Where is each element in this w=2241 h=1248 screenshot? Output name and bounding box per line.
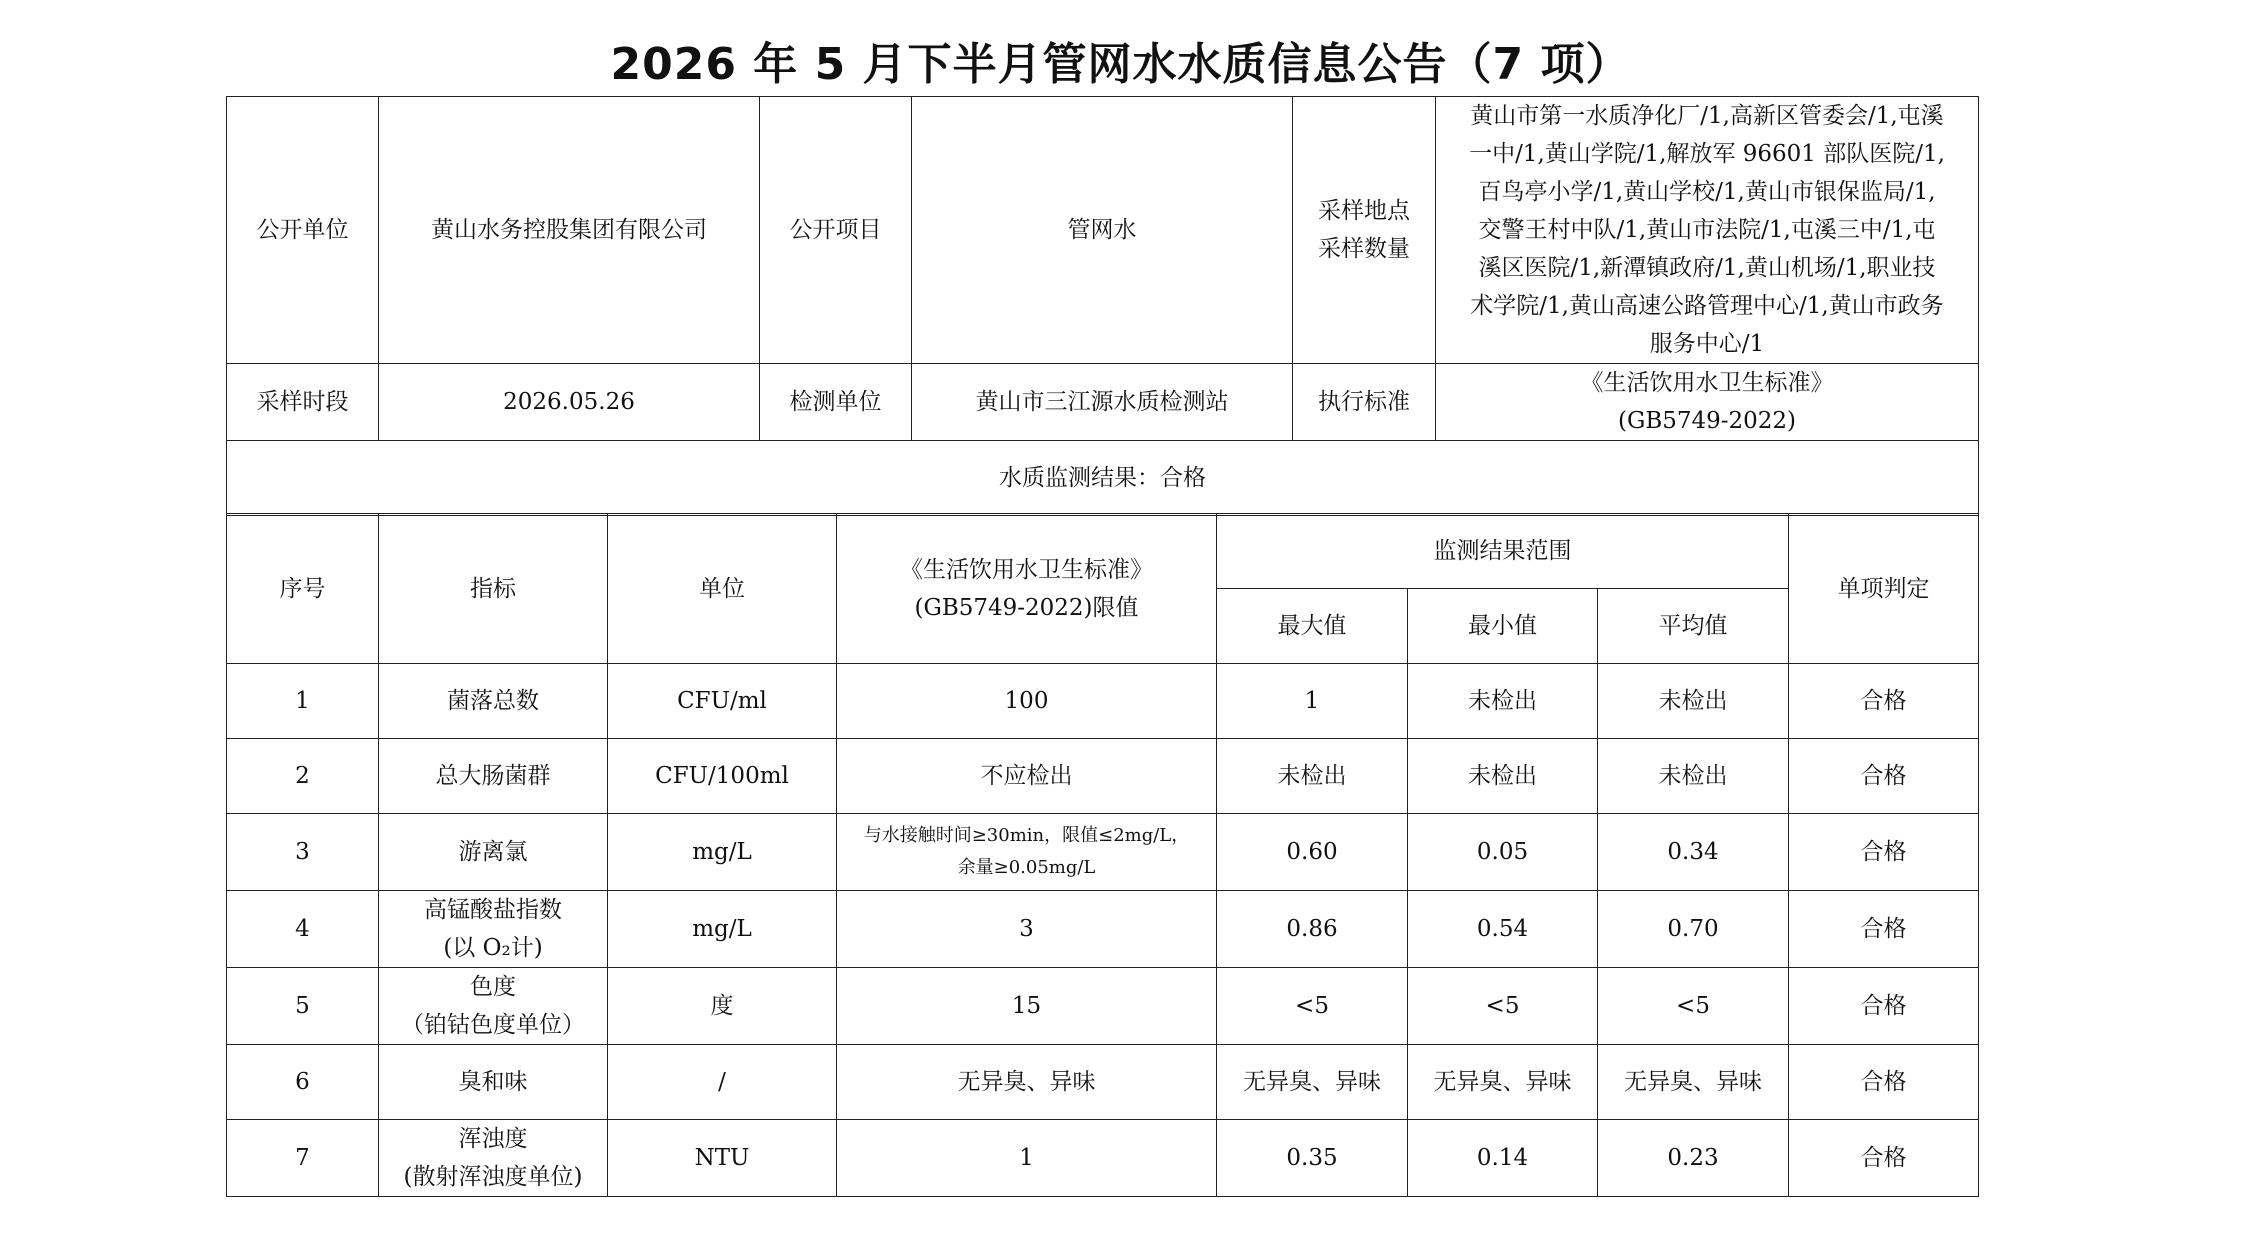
cell-limit xyxy=(837,891,1217,968)
index-name-note: （铂钴色度单位） xyxy=(401,1012,585,1038)
info-table xyxy=(226,96,1979,516)
index-name: 总大肠菌群 xyxy=(435,763,551,789)
cell-unit xyxy=(608,814,837,891)
header-min: 最小值 xyxy=(1408,589,1598,664)
unit-text: 度 xyxy=(710,993,734,1019)
cell-index xyxy=(379,814,608,891)
min-text: 0.54 xyxy=(1476,916,1529,942)
seq-text: 4 xyxy=(295,916,310,942)
item-label: 公开项目 xyxy=(760,97,912,364)
header-limit xyxy=(837,514,1217,664)
cell-avg xyxy=(1598,1045,1789,1120)
cell-avg xyxy=(1598,891,1789,968)
max-text: 0.86 xyxy=(1286,916,1338,942)
info-row-unit xyxy=(227,97,1979,364)
max-text: 0.35 xyxy=(1286,1145,1338,1171)
min-text: 未检出 xyxy=(1468,763,1537,789)
avg-text: 未检出 xyxy=(1658,688,1728,714)
avg-text: 0.34 xyxy=(1667,839,1719,865)
unit-text: CFU/100ml xyxy=(655,763,789,789)
standard-name: 《生活饮用水卫生标准》 xyxy=(1580,370,1834,396)
avg-text: 无异臭、异味 xyxy=(1624,1069,1762,1095)
unit-text: CFU/ml xyxy=(677,688,767,714)
results-table xyxy=(226,513,1979,1197)
cell-min xyxy=(1408,814,1598,891)
table-row xyxy=(227,1045,1979,1120)
lab-value: 黄山市三江源水质检测站 xyxy=(912,364,1293,441)
table-row xyxy=(227,664,1979,739)
limit-text: 无异臭、异味 xyxy=(957,1069,1096,1095)
judge-text: 合格 xyxy=(1860,839,1907,865)
cell-min xyxy=(1408,739,1598,814)
header-judge: 单项判定 xyxy=(1789,514,1979,664)
judge-text: 合格 xyxy=(1860,1145,1907,1171)
judge-text: 合格 xyxy=(1860,1069,1907,1095)
sample-location-label: 采样地点 xyxy=(1318,198,1410,224)
page-title: 2026 年 5 月下半月管网水水质信息公告（7 项） xyxy=(610,39,1631,90)
cell-seq xyxy=(227,1120,379,1197)
avg-text: <5 xyxy=(1676,993,1710,1019)
seq-text: 7 xyxy=(295,1145,310,1171)
period-label: 采样时段 xyxy=(227,364,379,441)
judge-text: 合格 xyxy=(1860,763,1907,789)
sample-line: 百鸟亭小学/1,黄山学校/1,黄山市银保监局/1, xyxy=(1478,179,1936,205)
table-row xyxy=(227,814,1979,891)
cell-judge xyxy=(1789,814,1979,891)
cell-seq xyxy=(227,739,379,814)
max-text: <5 xyxy=(1295,993,1329,1019)
info-row-summary xyxy=(227,441,1979,516)
table-row xyxy=(227,1120,1979,1197)
cell-seq xyxy=(227,891,379,968)
min-text: <5 xyxy=(1485,993,1520,1019)
cell-unit xyxy=(608,1120,837,1197)
standard-label: 执行标准 xyxy=(1293,364,1436,441)
cell-seq xyxy=(227,814,379,891)
seq-text: 5 xyxy=(295,993,310,1019)
cell-unit xyxy=(608,968,837,1045)
cell-judge xyxy=(1789,664,1979,739)
cell-index xyxy=(379,664,608,739)
index-name-note: (以 O₂计) xyxy=(443,935,543,961)
cell-avg xyxy=(1598,739,1789,814)
max-text: 无异臭、异味 xyxy=(1243,1069,1381,1095)
min-text: 无异臭、异味 xyxy=(1433,1069,1572,1095)
cell-max xyxy=(1217,1045,1408,1120)
index-name: 菌落总数 xyxy=(447,688,539,714)
sample-line: 服务中心/1 xyxy=(1649,331,1765,357)
limit-text: 与水接触时间≥30min，限值≤2mg/L， xyxy=(863,825,1190,846)
limit-text: 100 xyxy=(1004,688,1049,714)
header-index: 指标 xyxy=(379,514,608,664)
unit-value: 黄山水务控股集团有限公司 xyxy=(379,97,760,364)
index-name: 色度 xyxy=(470,974,516,1000)
seq-text: 3 xyxy=(295,839,310,865)
cell-limit xyxy=(837,814,1217,891)
cell-limit xyxy=(837,968,1217,1045)
cell-limit xyxy=(837,664,1217,739)
header-max: 最大值 xyxy=(1217,589,1408,664)
cell-judge xyxy=(1789,1045,1979,1120)
cell-unit xyxy=(608,739,837,814)
cell-judge xyxy=(1789,739,1979,814)
header-avg: 平均值 xyxy=(1598,589,1789,664)
cell-max xyxy=(1217,664,1408,739)
cell-avg xyxy=(1598,814,1789,891)
cell-max xyxy=(1217,1120,1408,1197)
result-summary: 水质监测结果：合格 xyxy=(227,441,1979,516)
unit-text: mg/L xyxy=(692,916,752,942)
cell-limit xyxy=(837,739,1217,814)
sample-line: 交警王村中队/1,黄山市法院/1,屯溪三中/1,屯 xyxy=(1478,217,1936,243)
cell-seq xyxy=(227,1045,379,1120)
index-name: 游离氯 xyxy=(458,839,528,865)
header-row xyxy=(227,514,1979,589)
limit-text: 不应检出 xyxy=(980,763,1073,789)
cell-unit xyxy=(608,1045,837,1120)
max-text: 未检出 xyxy=(1277,763,1347,789)
standard-value xyxy=(1436,364,1979,441)
min-text: 0.05 xyxy=(1476,839,1529,865)
cell-index xyxy=(379,739,608,814)
unit-label: 公开单位 xyxy=(227,97,379,364)
cell-index xyxy=(379,1120,608,1197)
period-value: 2026.05.26 xyxy=(379,364,760,441)
cell-max xyxy=(1217,968,1408,1045)
index-name-note: (散射浑浊度单位) xyxy=(403,1164,583,1190)
min-text: 未检出 xyxy=(1468,688,1537,714)
max-text: 1 xyxy=(1304,688,1320,714)
unit-text: NTU xyxy=(694,1145,750,1171)
info-row-period xyxy=(227,364,1979,441)
cell-max xyxy=(1217,739,1408,814)
cell-judge xyxy=(1789,891,1979,968)
judge-text: 合格 xyxy=(1860,688,1907,714)
cell-max xyxy=(1217,891,1408,968)
sample-line: 一中/1,黄山学院/1,解放军 96601 部队医院/1, xyxy=(1469,141,1945,167)
cell-unit xyxy=(608,891,837,968)
cell-unit xyxy=(608,664,837,739)
seq-text: 6 xyxy=(295,1069,310,1095)
cell-index xyxy=(379,1045,608,1120)
max-text: 0.60 xyxy=(1286,839,1338,865)
header-unit: 单位 xyxy=(608,514,837,664)
lab-label: 检测单位 xyxy=(760,364,912,441)
cell-limit xyxy=(837,1045,1217,1120)
limit-text: 1 xyxy=(1019,1145,1034,1171)
cell-seq xyxy=(227,664,379,739)
standard-code: (GB5749-2022) xyxy=(1617,408,1797,434)
cell-min xyxy=(1408,968,1598,1045)
sample-label xyxy=(1293,97,1436,364)
avg-text: 0.70 xyxy=(1667,916,1719,942)
unit-text: / xyxy=(718,1069,726,1095)
index-name: 臭和味 xyxy=(458,1069,528,1095)
judge-text: 合格 xyxy=(1860,916,1907,942)
index-name: 浑浊度 xyxy=(458,1126,528,1152)
cell-avg xyxy=(1598,1120,1789,1197)
sample-line: 术学院/1,黄山高速公路管理中心/1,黄山市政务 xyxy=(1470,293,1944,319)
table-row xyxy=(227,739,1979,814)
cell-judge xyxy=(1789,968,1979,1045)
judge-text: 合格 xyxy=(1860,993,1907,1019)
cell-min xyxy=(1408,1045,1598,1120)
table-row xyxy=(227,891,1979,968)
avg-text: 0.23 xyxy=(1667,1145,1719,1171)
table-row xyxy=(227,968,1979,1045)
limit-text: 余量≥0.05mg/L xyxy=(957,857,1096,878)
cell-max xyxy=(1217,814,1408,891)
min-text: 0.14 xyxy=(1476,1145,1529,1171)
sample-line: 溪区医院/1,新潭镇政府/1,黄山机场/1,职业技 xyxy=(1478,255,1936,281)
cell-limit xyxy=(837,1120,1217,1197)
result-rows xyxy=(227,664,1979,1197)
cell-seq xyxy=(227,968,379,1045)
item-value: 管网水 xyxy=(912,97,1293,364)
sample-locations xyxy=(1436,97,1979,364)
limit-text: 15 xyxy=(1011,993,1042,1019)
seq-text: 1 xyxy=(295,688,310,714)
cell-avg xyxy=(1598,664,1789,739)
limit-text: 3 xyxy=(1019,916,1034,942)
cell-min xyxy=(1408,891,1598,968)
header-seq: 序号 xyxy=(227,514,379,664)
index-name: 高锰酸盐指数 xyxy=(424,897,562,923)
unit-text: mg/L xyxy=(692,839,752,865)
sample-line: 黄山市第一水质净化厂/1,高新区管委会/1,屯溪 xyxy=(1470,103,1944,129)
cell-avg xyxy=(1598,968,1789,1045)
header-limit-line: 《生活饮用水卫生标准》 xyxy=(900,556,1153,583)
sample-count-label: 采样数量 xyxy=(1318,236,1410,262)
header-limit-line: (GB5749-2022)限值 xyxy=(914,594,1139,621)
avg-text: 未检出 xyxy=(1658,763,1728,789)
cell-judge xyxy=(1789,1120,1979,1197)
cell-index xyxy=(379,891,608,968)
cell-min xyxy=(1408,664,1598,739)
cell-index xyxy=(379,968,608,1045)
header-range: 监测结果范围 xyxy=(1217,514,1789,589)
cell-min xyxy=(1408,1120,1598,1197)
seq-text: 2 xyxy=(295,763,310,789)
